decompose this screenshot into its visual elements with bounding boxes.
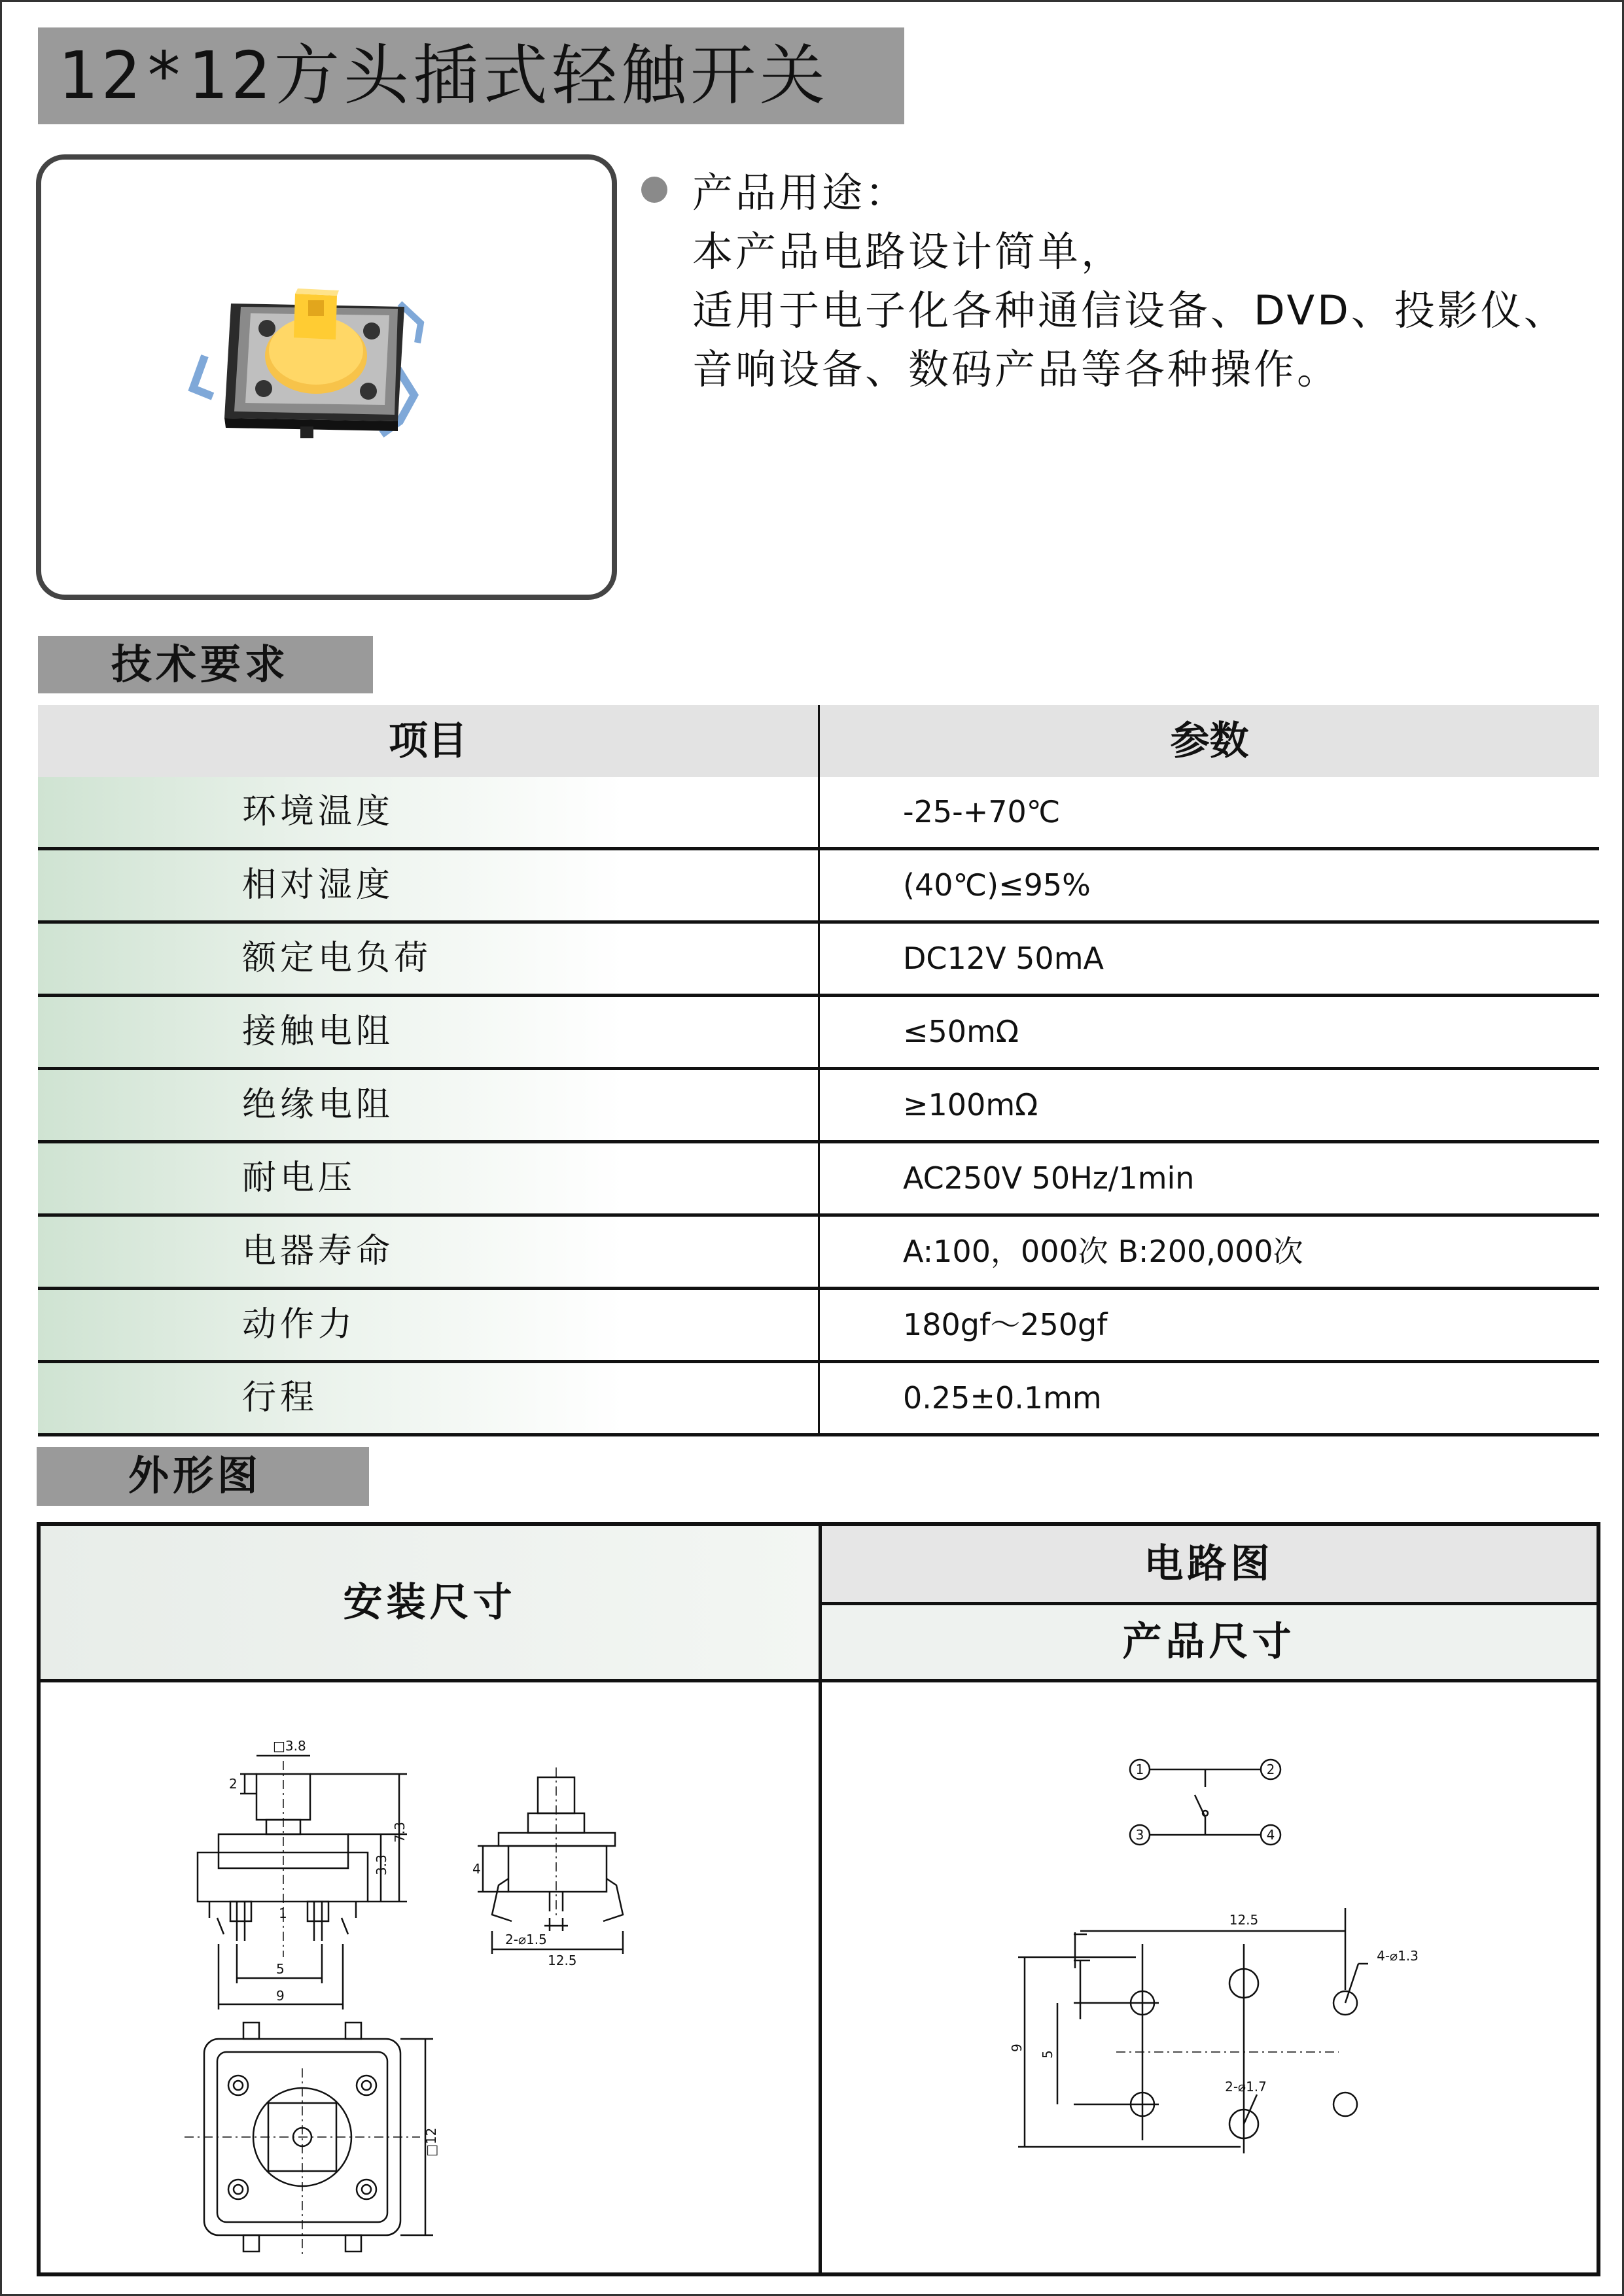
usage-line: 本产品电路设计简单，	[692, 228, 1125, 275]
dim-w125: 12.5	[548, 1953, 577, 1968]
dim-h33: 3.3	[374, 1854, 389, 1875]
dim-h4: 4	[472, 1861, 481, 1877]
row-value: ≤50mΩ	[903, 1014, 1019, 1049]
section-outline: 外形图	[37, 1447, 369, 1506]
usage-line: 音响设备、数码产品等各种操作。	[692, 345, 1341, 393]
header-item: 项目	[389, 718, 467, 764]
usage-heading: 产品用途：	[692, 169, 909, 217]
outline-table	[37, 1522, 1600, 2276]
table-row	[38, 850, 1599, 924]
row-item: 耐电压	[242, 1158, 357, 1198]
product-photo	[41, 160, 612, 595]
install-drawing	[41, 1682, 819, 2272]
pin-label: 4	[1266, 1827, 1275, 1843]
circuit-and-pcb-drawing	[822, 1682, 1597, 2272]
row-item: 额定电负荷	[242, 939, 432, 978]
dim-h73: 7.3	[392, 1822, 408, 1843]
dim-w9: 9	[276, 1988, 285, 2004]
row-value: (40℃)≤95%	[903, 867, 1091, 903]
row-value: 180gf～250gf	[903, 1307, 1108, 1342]
dim-pcb-w: 12.5	[1229, 1912, 1259, 1928]
dim-pcb-h9: 9	[1009, 2044, 1025, 2052]
bullet-icon	[641, 177, 667, 203]
table-row	[38, 1363, 1599, 1436]
pin-label: 3	[1135, 1827, 1144, 1843]
pin-label: 2	[1266, 1762, 1275, 1777]
row-value: A:100，000次 B:200,000次	[903, 1234, 1303, 1269]
table-row	[38, 1070, 1599, 1143]
dim-sq12: □12	[423, 2127, 439, 2157]
row-item: 环境温度	[242, 792, 395, 831]
row-item: 电器寿命	[242, 1232, 395, 1271]
row-value: -25-+70℃	[903, 794, 1061, 829]
install-size-title: 安装尺寸	[343, 1580, 516, 1626]
dim-pin1: 1	[279, 1905, 287, 1921]
dim-cap: □3.8	[273, 1738, 306, 1754]
row-item: 行程	[242, 1378, 319, 1418]
dim-hole15: 2-⌀1.5	[505, 1932, 547, 1947]
row-item: 相对湿度	[242, 865, 395, 905]
table-row	[38, 924, 1599, 997]
circuit-diagram-title: 电路图	[1144, 1541, 1274, 1587]
table-row	[38, 1290, 1599, 1363]
dim-h2: 2	[229, 1776, 238, 1792]
product-size-title: 产品尺寸	[1122, 1619, 1296, 1665]
table-row	[38, 1217, 1599, 1290]
row-item: 接触电阻	[242, 1012, 395, 1051]
row-item: 动作力	[242, 1305, 357, 1344]
usage-line: 适用于电子化各种通信设备、DVD、投影仪、	[692, 287, 1567, 334]
table-row	[38, 997, 1599, 1070]
section-tech-requirements: 技术要求	[38, 636, 373, 693]
row-value: ≥100mΩ	[903, 1087, 1038, 1122]
pin-label: 1	[1135, 1762, 1144, 1777]
table-row	[38, 777, 1599, 850]
row-value: 0.25±0.1mm	[903, 1380, 1102, 1416]
dim-w5: 5	[276, 1961, 285, 1977]
dim-pcb-holes4: 4-⌀1.3	[1377, 1948, 1419, 1964]
dim-pcb-holes2: 2-⌀1.7	[1225, 2079, 1267, 2095]
row-item: 绝缘电阻	[242, 1085, 395, 1124]
table-row	[38, 1143, 1599, 1217]
row-value: DC12V 50mA	[903, 941, 1104, 976]
header-value: 参数	[1170, 718, 1249, 764]
row-value: AC250V 50Hz/1min	[903, 1160, 1195, 1196]
spec-table	[38, 705, 1599, 1433]
dim-pcb-h5: 5	[1040, 2050, 1055, 2059]
product-photo-frame	[36, 154, 617, 600]
page-title: 12*12方头插式轻触开关	[38, 27, 904, 124]
